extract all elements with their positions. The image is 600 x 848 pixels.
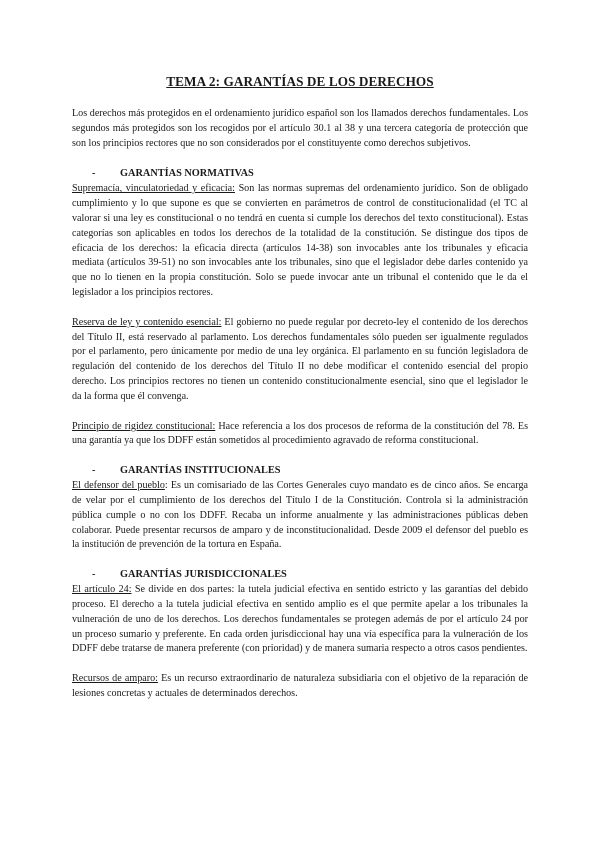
paragraph-body: Hace referencia a los dos procesos de reforma de la constitución del 78. Es una garantía ya que los DDFF están sometidos al procedimiento agravado de reforma constitucional. <box>72 420 529 447</box>
paragraph-term: Recursos de amparo: <box>72 673 158 685</box>
paragraph-body: : Es un comisariado de las Cortes Generales cuyo mandato es de cinco años. Se encarga de velar por el cumplimiento de los derechos del Título I de la Constitución. Controla si la administración pública cumple o no con los DDFF. Recaba un informe anualmente y las administraciones públicas deben colaborar. Puede presentar recursos de amparo y de inconstitucionalidad. Desde 2009 el defensor del pueblo es la institución de prevención de la tortura en España. <box>72 480 528 551</box>
document-page <box>72 74 528 702</box>
bullet-dash: - <box>92 569 96 581</box>
paragraph-defensor-del-pueblo <box>72 479 528 553</box>
paragraph-term: Reserva de ley y contenido esencial: <box>72 316 222 328</box>
paragraph-term: El artículo 24: <box>72 584 132 596</box>
section-heading-jurisdiccionales <box>72 568 528 582</box>
section-heading-text: GARANTÍAS JURISDICCIONALES <box>120 569 287 581</box>
paragraph-body: Son las normas supremas del ordenamiento jurídico. Son de obligado cumplimiento y lo que supone es que se convierten en parámetros de control de constitucionalidad (el TC al valorar si una ley es constitucional o no tendrá en cuenta si cumple los derechos del texto constitucional). Estas categorías son aplicables en todos los derechos de la totalidad de la constitución. Se distingue dos tipos de eficacia de los derechos: la eficacia directa (artículos 14-38) son invocables ante los tribunales y eficacia mediata (artículos 39-51) no son invocables ante los tribunales, sino que el legislador debe darles contenido ya que no lo tienen en la propia constitución. Solo se puede invocar ante un tribunal el contenido que le da el legislador a los principios rectores. <box>72 183 528 298</box>
paragraph-body: El gobierno no puede regular por decreto-ley el contenido de los derechos del Título II, está reservado al parlamento. Los derechos fundamentales sólo pueden ser igualmente regulados por el parlamento, pero únicamente por medio de una ley orgánica. El parlamento en su función legisladora de regulación del contenido de los derechos del Título II no debe modificar el contenido esencial del propio derecho. Los principios rectores no tienen un contenido constitucionalmente esencial, sino que el legislador le da la forma que él convenga. <box>72 316 528 402</box>
paragraph-body: Se divide en dos partes: la tutela judicial efectiva en sentido estricto y las garantías del debido proceso. El derecho a la tutela judicial efectiva en sentido amplio es el que permite apelar a los tribunales la vulneración de uno de los derechos. Los derechos fundamentales se protegen además de por el artículo 24 por un proceso sumario y preferente. En cada orden jurisdiccional hay una vía específica para la vulneración de los DDFF debe tratarse de manera preferente (con prioridad) y de manera sumaria respecto a otros casos pendientes. <box>72 584 528 655</box>
bullet-dash: - <box>92 465 96 477</box>
section-heading-institucionales <box>72 464 528 478</box>
paragraph-articulo-24 <box>72 583 528 657</box>
bullet-dash: - <box>92 168 96 180</box>
paragraph-term: Principio de rigidez constitucional: <box>72 420 216 432</box>
paragraph-recursos-de-amparo <box>72 672 528 702</box>
section-heading-normativas <box>72 167 528 181</box>
paragraph-body: Es un recurso extraordinario de naturaleza subsidiaria con el objetivo de la reparación de lesiones concretas y actuales de determinados derechos. <box>72 673 528 699</box>
page-title: TEMA 2: GARANTÍAS DE LOS DERECHOS <box>166 74 434 89</box>
paragraph-term: El defensor del pueblo <box>72 480 165 492</box>
paragraph-supremacia <box>72 182 528 300</box>
section-heading-text: GARANTÍAS NORMATIVAS <box>120 168 254 180</box>
paragraph-term: Supremacía, vinculatoriedad y eficacia: <box>72 183 235 195</box>
paragraph-reserva-de-ley <box>72 316 528 405</box>
section-heading-text: GARANTÍAS INSTITUCIONALES <box>120 465 281 477</box>
paragraph-rigidez <box>72 420 528 450</box>
intro-paragraph: Los derechos más protegidos en el ordenamiento jurídico español son los llamados derechos fundamentales. Los segundos más protegidos son los recogidos por el artículo 30.1 al 38 y una tercera categoría de protección que son los principios rectores que no son considerados por el constituyente como derechos subjetivos. <box>72 108 528 149</box>
